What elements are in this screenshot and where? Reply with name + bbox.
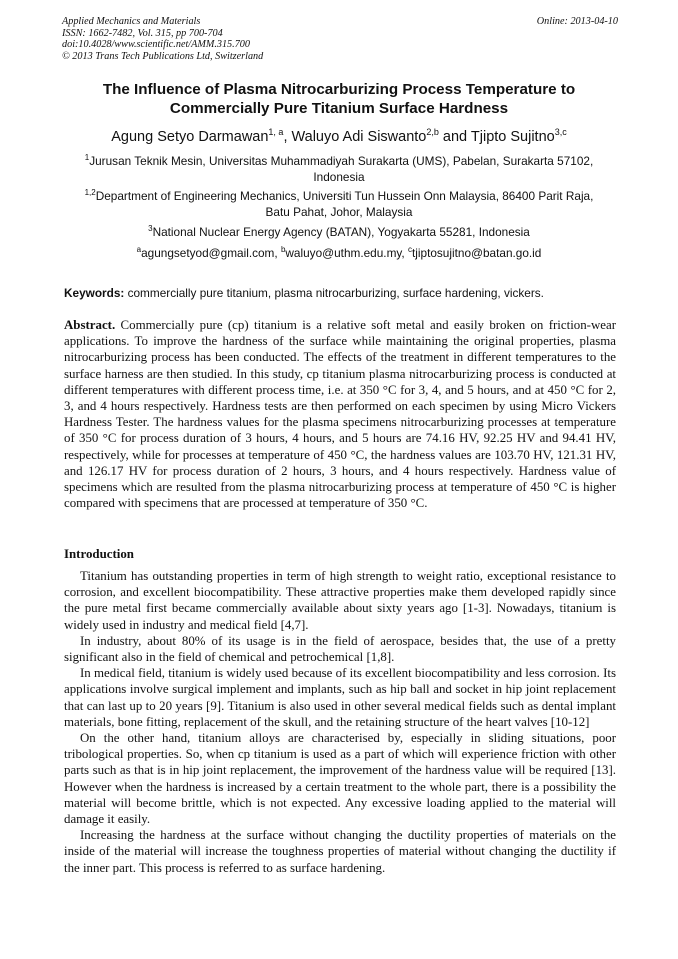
affiliation-sup: 1,2 [84,188,96,197]
issn-line: ISSN: 1662-7482, Vol. 315, pp 700-704 [62,27,223,39]
email-sup: a [136,245,142,254]
intro-paragraph: In industry, about 80% of its usage is in the field of aerospace, besides that, the use of a pretty significant also in the field of chemical and petrochemical [1,8]. [64,633,616,665]
abstract-label: Abstract. [64,318,116,332]
affiliation-line: Batu Pahat, Johor, Malaysia [265,204,413,219]
copyright-line: © 2013 Trans Tech Publications Ltd, Switzerland [62,50,264,62]
affiliation-2 [62,185,616,220]
title-line-1: The Influence of Plasma Nitrocarburizing Process Temperature to [102,81,576,98]
email-link[interactable]: tjiptosujitno@batan.go.id [411,245,542,260]
affiliation-line: Indonesia [313,169,365,184]
author-sup: 1, a [268,127,284,137]
affiliation-sup: 1 [84,153,90,162]
keywords-text: commercially pure titanium, plasma nitrocarburizing, surface hardening, vickers. [124,286,544,300]
author-name: Tjipto Sujitno [470,128,555,145]
doi-line: doi:10.4028/www.scientific.net/AMM.315.700 [62,39,250,50]
affiliation-3 [62,221,616,240]
abstract [64,317,616,511]
abstract-text: Commercially pure (cp) titanium is a relative soft metal and easily broken on friction-wear applications. To improve the hardness of the surface while maintaining the original properties, plasma nitrocarburizing process has been conducted. The effects of the treatment in different temperatures to the surface harness are then studied. In this study, cp titanium plasma nitrocarburizing process is conducted at different temperatures with different process time, i.e. at 350 °C for 3, 4, and 5 hours, and at 450 °C for 2, 3, and 4 hours respectively. Hardness tests are then performed on each specimen by using Micro Vickers Hardness Tester. The hardness values for the plasma specimens nitrocarburizing processes at temperature of 350 °C for process duration of 3 hours, 4 hours, and 5 hours are 74.16 HV, 92.25 HV and 94.41 HV, respectively, while for processes at temperature of 450 °C, the hardness values are 103.70 HV, 121.31 HV, and 126.17 HV for process duration of 2 hours, 3 hours, and 4 hours respectively. Hardness value of specimens which are resulted from the plasma nitrocarburizing process at temperature of 450 °C is higher compared with specimens that are processed at temperature of 350 °C. [64,318,616,511]
title-line-2: Commercially Pure Titanium Surface Hardness [169,100,509,117]
author-name: Waluyo Adi Siswanto [291,128,427,145]
intro-paragraph: Increasing the hardness at the surface without changing the ductility properties of materials on the inside of the material will increase the toughness properties of material without changing the ductility if the inner part. This process is referred to as surface hardening. [64,828,616,875]
affiliation-sup: 3 [148,224,153,233]
intro-paragraph: In medical field, titanium is widely used because of its excellent biocompatibility and less corrosion. Its applications involve surgical implement and implants, such as hip ball and socket in hip joint replacement that can last up to 20 years [9]. Titanium is also used in other several medical fields such as dental implant materials, bone fitting, replacement of the skull, and the retaining structure of the heart valves [10-12] [64,666,616,729]
paper-title [62,80,616,118]
affiliation-1 [62,150,616,185]
author-name: Agung Setyo Darmawan [111,128,269,145]
author-sep: and [438,128,471,145]
affiliation-line: National Nuclear Energy Agency (BATAN), Yogyakarta 55281, Indonesia [152,224,530,239]
intro-paragraph: Titanium has outstanding properties in term of high strength to weight ratio, exceptional resistance to corrosion, and excellent biocompatibility. These attractive properties make them developed rapidly since the pure metal first became commercially available about sixty years ago [1-3]. Nowadays, titanium is widely used in industry and medical field [4,7]. [64,569,616,632]
email-sup: b [280,245,286,254]
online-date: Online: 2013-04-10 [536,16,618,27]
journal-header [62,16,618,62]
affiliation-line: Jurusan Teknik Mesin, Universitas Muhammadiyah Surakarta (UMS), Pabelan, Surakarta 57102, [89,153,594,168]
author-emails [62,242,616,261]
keywords [64,286,618,301]
author-list [62,123,616,146]
journal-name: Applied Mechanics and Materials [62,16,201,27]
keywords-label: Keywords: [64,286,125,300]
introduction-body [64,568,616,876]
email-sup: c [407,245,412,254]
affiliation-line: Department of Engineering Mechanics, Universiti Tun Hussein Onn Malaysia, 86400 Parit Raja, [95,188,594,203]
email-link[interactable]: agungsetyod@gmail.com, [141,245,281,260]
author-sup: 3,c [554,127,567,137]
introduction-heading: Introduction [64,547,134,561]
email-link[interactable]: waluyo@uthm.edu.my, [285,245,408,260]
author-sup: 2,b [426,127,439,137]
intro-paragraph: On the other hand, titanium alloys are characterised by, especially in sliding situations, poor tribological properties. So, when cp titanium is used as a part of which will experience friction with other parts such as that is in hip joint replacement, the improvement of the hardness value will be required [13]. However when the hardness is increased by a certain treatment to the whole part, there is a possibility the material will become brittle, which is not expected. Any excessive loading applied to the material will damage it easily. [64,731,616,827]
author-sep: , [283,128,292,145]
